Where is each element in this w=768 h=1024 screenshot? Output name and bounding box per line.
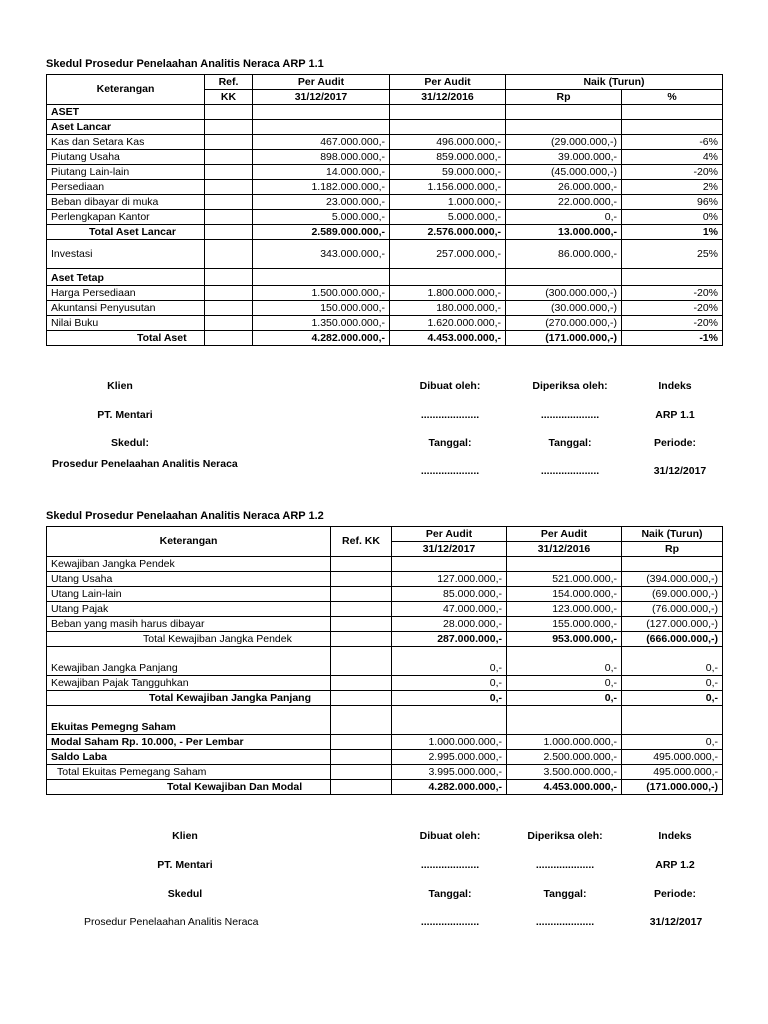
table-row: [47, 120, 723, 135]
row-label: Total Kewajiban Jangka Panjang: [47, 691, 331, 706]
value-rp: 0,-: [622, 676, 723, 691]
value-2016: 1.156.000.000,-: [390, 180, 506, 195]
row-label: Investasi: [47, 240, 205, 269]
value-2016: 154.000.000,-: [507, 587, 622, 602]
value-pct: -6%: [622, 135, 723, 150]
table-row: [47, 286, 723, 301]
value-2016: 1.000.000.000,-: [507, 735, 622, 750]
row-label: Saldo Laba: [47, 750, 331, 765]
tanggal-line-2: ....................: [540, 465, 600, 477]
value-rp: (45.000.000,-): [506, 165, 622, 180]
table-row: [47, 706, 723, 735]
table-row: [47, 557, 723, 572]
value-2017: 150.000.000,-: [253, 301, 390, 316]
row-label: Piutang Usaha: [47, 150, 205, 165]
value-2016: 0,-: [507, 691, 622, 706]
table-row: [47, 195, 723, 210]
client-name: PT. Mentari: [157, 859, 213, 871]
table-row: [47, 301, 723, 316]
table-row: [47, 765, 723, 780]
value-pct: -20%: [622, 316, 723, 331]
periode-label: Periode:: [653, 437, 696, 449]
table-row: [47, 240, 723, 269]
value-rp: (127.000.000,-): [622, 617, 723, 632]
value-rp: 0,-: [622, 735, 723, 750]
value-pct: 2%: [622, 180, 723, 195]
value-2017: 1.500.000.000,-: [253, 286, 390, 301]
value-2016: 180.000.000,-: [390, 301, 506, 316]
value-2016: 123.000.000,-: [507, 602, 622, 617]
value-2016: 155.000.000,-: [507, 617, 622, 632]
row-label: Utang Lain-lain: [47, 587, 331, 602]
value-rp: 22.000.000,-: [506, 195, 622, 210]
row-label: Nilai Buku: [47, 316, 205, 331]
value-2016: 521.000.000,-: [507, 572, 622, 587]
value-2016: 953.000.000,-: [507, 632, 622, 647]
table-row: [47, 225, 723, 240]
index-code: ARP 1.1: [655, 409, 695, 421]
indeks-label: Indeks: [658, 830, 692, 842]
value-rp: 0,-: [622, 647, 723, 676]
value-rp: 0,-: [506, 210, 622, 225]
value-rp: (171.000.000,-): [506, 331, 622, 346]
value-2017: 467.000.000,-: [253, 135, 390, 150]
value-rp: (300.000.000,-): [506, 286, 622, 301]
dibuat-oleh-label: Dibuat oleh:: [419, 380, 481, 392]
table-row: [47, 780, 723, 795]
col-ref-kk: KK: [205, 90, 253, 105]
value-2016: 0,-: [507, 647, 622, 676]
value-2016: 0,-: [507, 676, 622, 691]
diperiksa-oleh-label: Diperiksa oleh:: [527, 830, 603, 842]
row-label: Piutang Lain-lain: [47, 165, 205, 180]
value-2017: 1.350.000.000,-: [253, 316, 390, 331]
tanggal-label-2: Tanggal:: [543, 888, 587, 900]
value-2016: 1.620.000.000,-: [390, 316, 506, 331]
value-pct: 0%: [622, 210, 723, 225]
period-date: 31/12/2017: [649, 916, 703, 928]
value-2016: 1.800.000.000,-: [390, 286, 506, 301]
klien-label: Klien: [172, 830, 198, 842]
value-2016: 496.000.000,-: [390, 135, 506, 150]
value-2017: 1.000.000.000,-: [392, 735, 507, 750]
row-label: Aset Tetap: [47, 269, 205, 286]
value-2016: 2.576.000.000,-: [390, 225, 506, 240]
periode-label: Periode:: [653, 888, 696, 900]
table-row: [47, 316, 723, 331]
value-2017: 23.000.000,-: [253, 195, 390, 210]
value-2017: 898.000.000,-: [253, 150, 390, 165]
col-date-2017: 31/12/2017: [392, 542, 507, 557]
row-label: Akuntansi Penyusutan: [47, 301, 205, 316]
diperiksa-signature-line: ....................: [535, 859, 595, 871]
row-label: Aset Lancar: [47, 120, 205, 135]
col-naik-turun: Naik (Turun): [622, 527, 723, 542]
col-naik-turun: Naik (Turun): [506, 75, 723, 90]
value-2017: 0,-: [392, 676, 507, 691]
value-2017: 47.000.000,-: [392, 602, 507, 617]
col-per-audit-1: Per Audit: [253, 75, 390, 90]
value-2017: 2.995.000.000,-: [392, 750, 507, 765]
value-2016: 3.500.000.000,-: [507, 765, 622, 780]
table-row: [47, 135, 723, 150]
table-row: [47, 331, 723, 346]
table2-title: Skedul Prosedur Penelaahan Analitis Neraca ARP 1.2: [46, 510, 324, 522]
row-label: Kewajiban Jangka Panjang: [47, 647, 331, 676]
value-rp: 0,-: [622, 691, 723, 706]
table1: [46, 74, 723, 346]
col-ref-kk: Ref. KK: [331, 527, 392, 557]
value-pct: 1%: [622, 225, 723, 240]
row-label: Perlengkapan Kantor: [47, 210, 205, 225]
value-rp: (76.000.000,-): [622, 602, 723, 617]
row-label: Utang Pajak: [47, 602, 331, 617]
tanggal-line-1: ....................: [420, 465, 480, 477]
row-label: Beban dibayar di muka: [47, 195, 205, 210]
value-2017: 14.000.000,-: [253, 165, 390, 180]
value-pct: -1%: [622, 331, 723, 346]
value-2017: 1.182.000.000,-: [253, 180, 390, 195]
value-2017: 0,-: [392, 647, 507, 676]
row-label: Kas dan Setara Kas: [47, 135, 205, 150]
col-date-2016: 31/12/2016: [507, 542, 622, 557]
table2: [46, 526, 723, 795]
value-2016: 257.000.000,-: [390, 240, 506, 269]
table1-title: Skedul Prosedur Penelaahan Analitis Neraca ARP 1.1: [46, 58, 324, 70]
row-label: Total Kewajiban Dan Modal: [47, 780, 331, 795]
value-rp: 495.000.000,-: [622, 765, 723, 780]
value-2017: 4.282.000.000,-: [392, 780, 507, 795]
row-label: Kewajiban Jangka Pendek: [47, 557, 331, 572]
klien-label: Klien: [107, 380, 133, 392]
row-label: Kewajiban Pajak Tangguhkan: [47, 676, 331, 691]
value-2016: 859.000.000,-: [390, 150, 506, 165]
value-pct: -20%: [622, 286, 723, 301]
table-row: [47, 165, 723, 180]
value-rp: 13.000.000,-: [506, 225, 622, 240]
table-row: [47, 691, 723, 706]
value-2016: 5.000.000,-: [390, 210, 506, 225]
row-label: Utang Usaha: [47, 572, 331, 587]
table-row: [47, 572, 723, 587]
value-2017: 5.000.000,-: [253, 210, 390, 225]
diperiksa-signature-line: ....................: [540, 409, 600, 421]
table-row: [47, 180, 723, 195]
table-row: [47, 750, 723, 765]
indeks-label: Indeks: [658, 380, 692, 392]
table-row: [47, 587, 723, 602]
col-date-2017: 31/12/2017: [253, 90, 390, 105]
value-2017: 28.000.000,-: [392, 617, 507, 632]
table-row: [47, 676, 723, 691]
value-rp: (394.000.000,-): [622, 572, 723, 587]
table-row: [47, 602, 723, 617]
client-name: PT. Mentari: [97, 409, 153, 421]
dibuat-signature-line: ....................: [420, 409, 480, 421]
dibuat-oleh-label: Dibuat oleh:: [419, 830, 481, 842]
col-rp: Rp: [622, 542, 723, 557]
col-rp: Rp: [506, 90, 622, 105]
col-pct: %: [622, 90, 723, 105]
tanggal-label-1: Tanggal:: [428, 888, 472, 900]
diperiksa-oleh-label: Diperiksa oleh:: [532, 380, 608, 392]
value-rp: (171.000.000,-): [622, 780, 723, 795]
value-2017: 85.000.000,-: [392, 587, 507, 602]
row-label: ASET: [47, 105, 205, 120]
tanggal-line-2: ....................: [535, 916, 595, 928]
value-rp: 86.000.000,-: [506, 240, 622, 269]
row-label: Total Kewajiban Jangka Pendek: [47, 632, 331, 647]
col-date-2016: 31/12/2016: [390, 90, 506, 105]
value-2016: 4.453.000.000,-: [507, 780, 622, 795]
index-code: ARP 1.2: [655, 859, 695, 871]
table-row: [47, 647, 723, 676]
tanggal-line-1: ....................: [420, 916, 480, 928]
table-row: [47, 105, 723, 120]
row-label: Persediaan: [47, 180, 205, 195]
value-rp: (29.000.000,-): [506, 135, 622, 150]
row-label: Beban yang masih harus dibayar: [47, 617, 331, 632]
tanggal-label-2: Tanggal:: [548, 437, 592, 449]
col-keterangan: Keterangan: [47, 527, 331, 557]
row-label: Total Aset: [47, 331, 205, 346]
col-per-audit-2: Per Audit: [507, 527, 622, 542]
value-rp: (270.000.000,-): [506, 316, 622, 331]
value-2017: 127.000.000,-: [392, 572, 507, 587]
value-rp: (69.000.000,-): [622, 587, 723, 602]
value-2017: 343.000.000,-: [253, 240, 390, 269]
schedule-name: Prosedur Penelaahan Analitis Neraca: [52, 458, 238, 470]
col-per-audit-1: Per Audit: [392, 527, 507, 542]
value-pct: 4%: [622, 150, 723, 165]
table-row: [47, 632, 723, 647]
skedul-label: Skedul:: [111, 437, 149, 449]
table-row: [47, 150, 723, 165]
row-label: Ekuitas Pemegng Saham: [47, 706, 331, 735]
value-pct: 96%: [622, 195, 723, 210]
value-2017: 287.000.000,-: [392, 632, 507, 647]
table1-header-row: [47, 75, 723, 90]
row-label: Total Ekuitas Pemegang Saham: [47, 765, 331, 780]
row-label: Modal Saham Rp. 10.000, - Per Lembar: [47, 735, 331, 750]
schedule-name: Prosedur Penelaahan Analitis Neraca: [84, 916, 259, 928]
value-pct: 25%: [622, 240, 723, 269]
col-keterangan: Keterangan: [47, 75, 205, 105]
tanggal-label-1: Tanggal:: [428, 437, 472, 449]
value-rp: (30.000.000,-): [506, 301, 622, 316]
value-pct: -20%: [622, 301, 723, 316]
value-2016: 1.000.000,-: [390, 195, 506, 210]
value-2017: 4.282.000.000,-: [253, 331, 390, 346]
value-rp: 39.000.000,-: [506, 150, 622, 165]
value-2016: 59.000.000,-: [390, 165, 506, 180]
table2-header-row: [47, 527, 723, 542]
value-2017: 3.995.000.000,-: [392, 765, 507, 780]
row-label: Total Aset Lancar: [47, 225, 205, 240]
value-rp: 26.000.000,-: [506, 180, 622, 195]
table-row: [47, 617, 723, 632]
row-label: Harga Persediaan: [47, 286, 205, 301]
value-2016: 4.453.000.000,-: [390, 331, 506, 346]
period-date: 31/12/2017: [653, 465, 707, 477]
col-per-audit-2: Per Audit: [390, 75, 506, 90]
value-pct: -20%: [622, 165, 723, 180]
value-2017: 0,-: [392, 691, 507, 706]
skedul-label: Skedul: [167, 888, 203, 900]
value-2017: 2.589.000.000,-: [253, 225, 390, 240]
dibuat-signature-line: ....................: [420, 859, 480, 871]
value-rp: (666.000.000,-): [622, 632, 723, 647]
value-2016: 2.500.000.000,-: [507, 750, 622, 765]
value-rp: 495.000.000,-: [622, 750, 723, 765]
table-row: [47, 269, 723, 286]
table-row: [47, 735, 723, 750]
table-row: [47, 210, 723, 225]
col-ref: Ref.: [205, 75, 253, 90]
